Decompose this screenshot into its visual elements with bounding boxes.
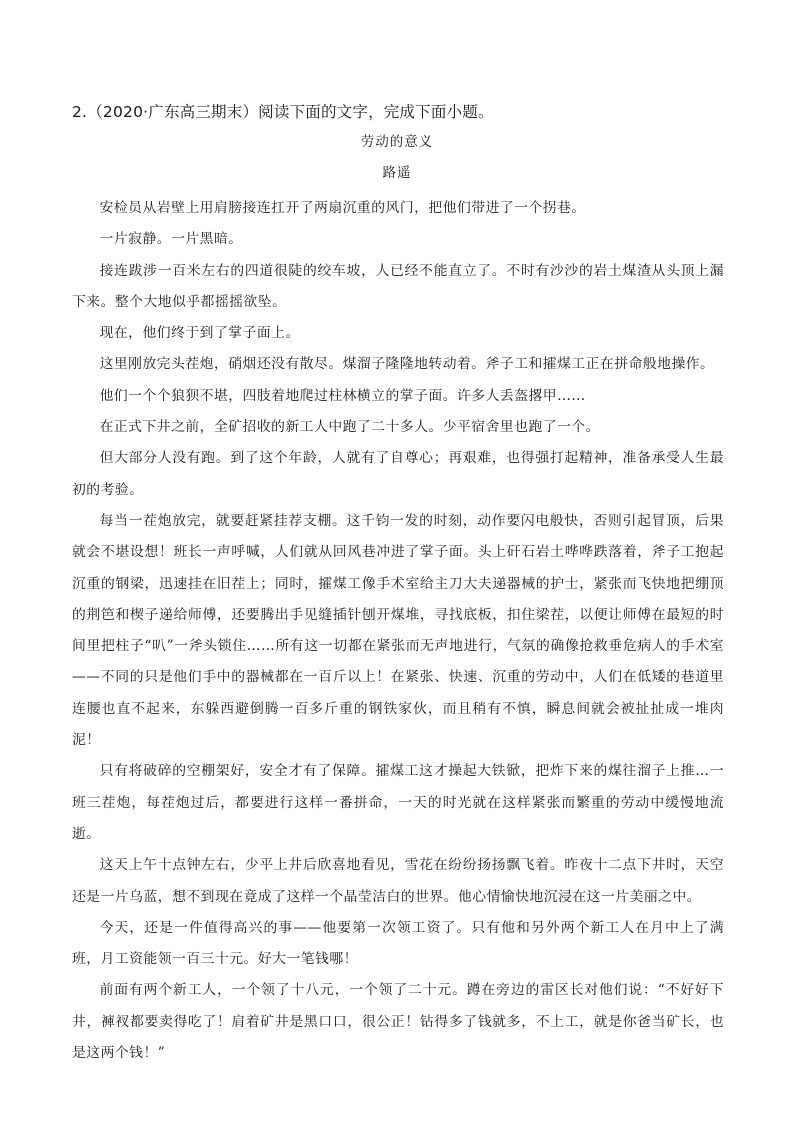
paragraph: 一片寂静。一片黑暗。 (99, 231, 243, 248)
paragraph: 但大部分人没有跑。到了这个年龄，人就有了自尊心；再艰难，也得强打起精神，准备承受人生最初的考验。 (72, 450, 724, 498)
paragraph: 安检员从岩壁上用肩膀接连扛开了两扇沉重的风门，把他们带进了一个拐巷。 (99, 200, 586, 216)
article-title: 劳动的意义 (360, 134, 434, 150)
paragraph: 这里刚放完头茬炮，硝烟还没有散尽。煤溜子隆隆地转动着。斧子工和攉煤工正在拼命般地操作。 (99, 356, 715, 373)
paragraph: 接连跋涉一百米左右的四道很陡的绞车坡，人已经不能直立了。不时有沙沙的岩土煤渣从头顶上漏下来。整个大地似乎都摇摇欲坠。 (72, 262, 724, 310)
paragraph: 每当一茬炮放完，就要赶紧挂荐支棚。这千钧一发的时刻，动作要闪电般快，否则引起冒顶，后果就会不堪设想！班长一声呼喊，人们就从回风巷冲进了掌子面。头上矸石岩土哗哗跌落着，斧子工抱起沉重的钢梁，迅速挂在旧茬上；同时，攉煤工像手术室给主刀大夫递器械的护士，紧张而飞快地把绷顶的荆笆和楔子递给师傅，还要腾出手见缝插针刨开煤堆，寻找底板，扣住梁茬，以便让师傅在最短的时间里把柱子“叭”一斧头锁住……所有这一切都在紧张而无声地进行，气氛的确像抢救垂危病人的手术室——不同的只是他们手中的器械都在一百斤以上！在紧张、快速、沉重的劳动中，人们在低矮的巷道里连腰也直不起来，东躲西避倒腾一百多斤重的钢铁家伙，而且稍有不慎，瞬息间就会被扯扯成一堆肉泥！ (72, 512, 724, 749)
paragraph: 今天，还是一件值得高兴的事——他要第一次领工资了。只有他和另外两个新工人在月中上了满班，月工资能领一百三十元。好大一笔钱哪！ (72, 919, 724, 968)
question-header: 2.（2020·广东高三期末）阅读下面的文字，完成下面小题。 (72, 103, 494, 121)
paragraph: 只有将破碎的空棚架好，安全才有了保障。攉煤工这才操起大铁锨，把炸下来的煤往溜子上推…一班三茬炮，每茬炮过后，都要进行这样一番拼命，一天的时光就在这样紧张而繁重的劳动中缓慢地流逝。 (72, 763, 724, 842)
paragraph: 这天上午十点钟左右，少平上井后欣喜地看见，雪花在纷纷扬扬飘飞着。昨夜十二点下井时，天空还是一片乌蓝，想不到现在竟成了这样一个晶莹洁白的世界。他心情愉快地沉浸在这一片美丽之中。 (72, 857, 724, 905)
paragraph: 在正式下井之前，全矿招收的新工人中跑了二十多人。少平宿舍里也跑了一个。 (99, 419, 600, 436)
paragraph: 现在，他们终于到了掌子面上。 (99, 325, 300, 342)
article-author: 路遥 (382, 165, 412, 181)
article-body (72, 193, 724, 1069)
paragraph: 前面有两个新工人，一个领了十八元，一个领了二十元。蹲在旁边的雷区长对他们说：“不好好下井，褲衩都要卖得吃了！肩着矿井是黑口口，很公正！钻得多了钱就多，不上工，就是你爸当矿长，也是这两个钱！” (72, 982, 724, 1062)
paragraph: 他们一个个狼狈不堪，四肢着地爬过柱林横立的掌子面。许多人丢盔撂甲…… (99, 387, 586, 404)
